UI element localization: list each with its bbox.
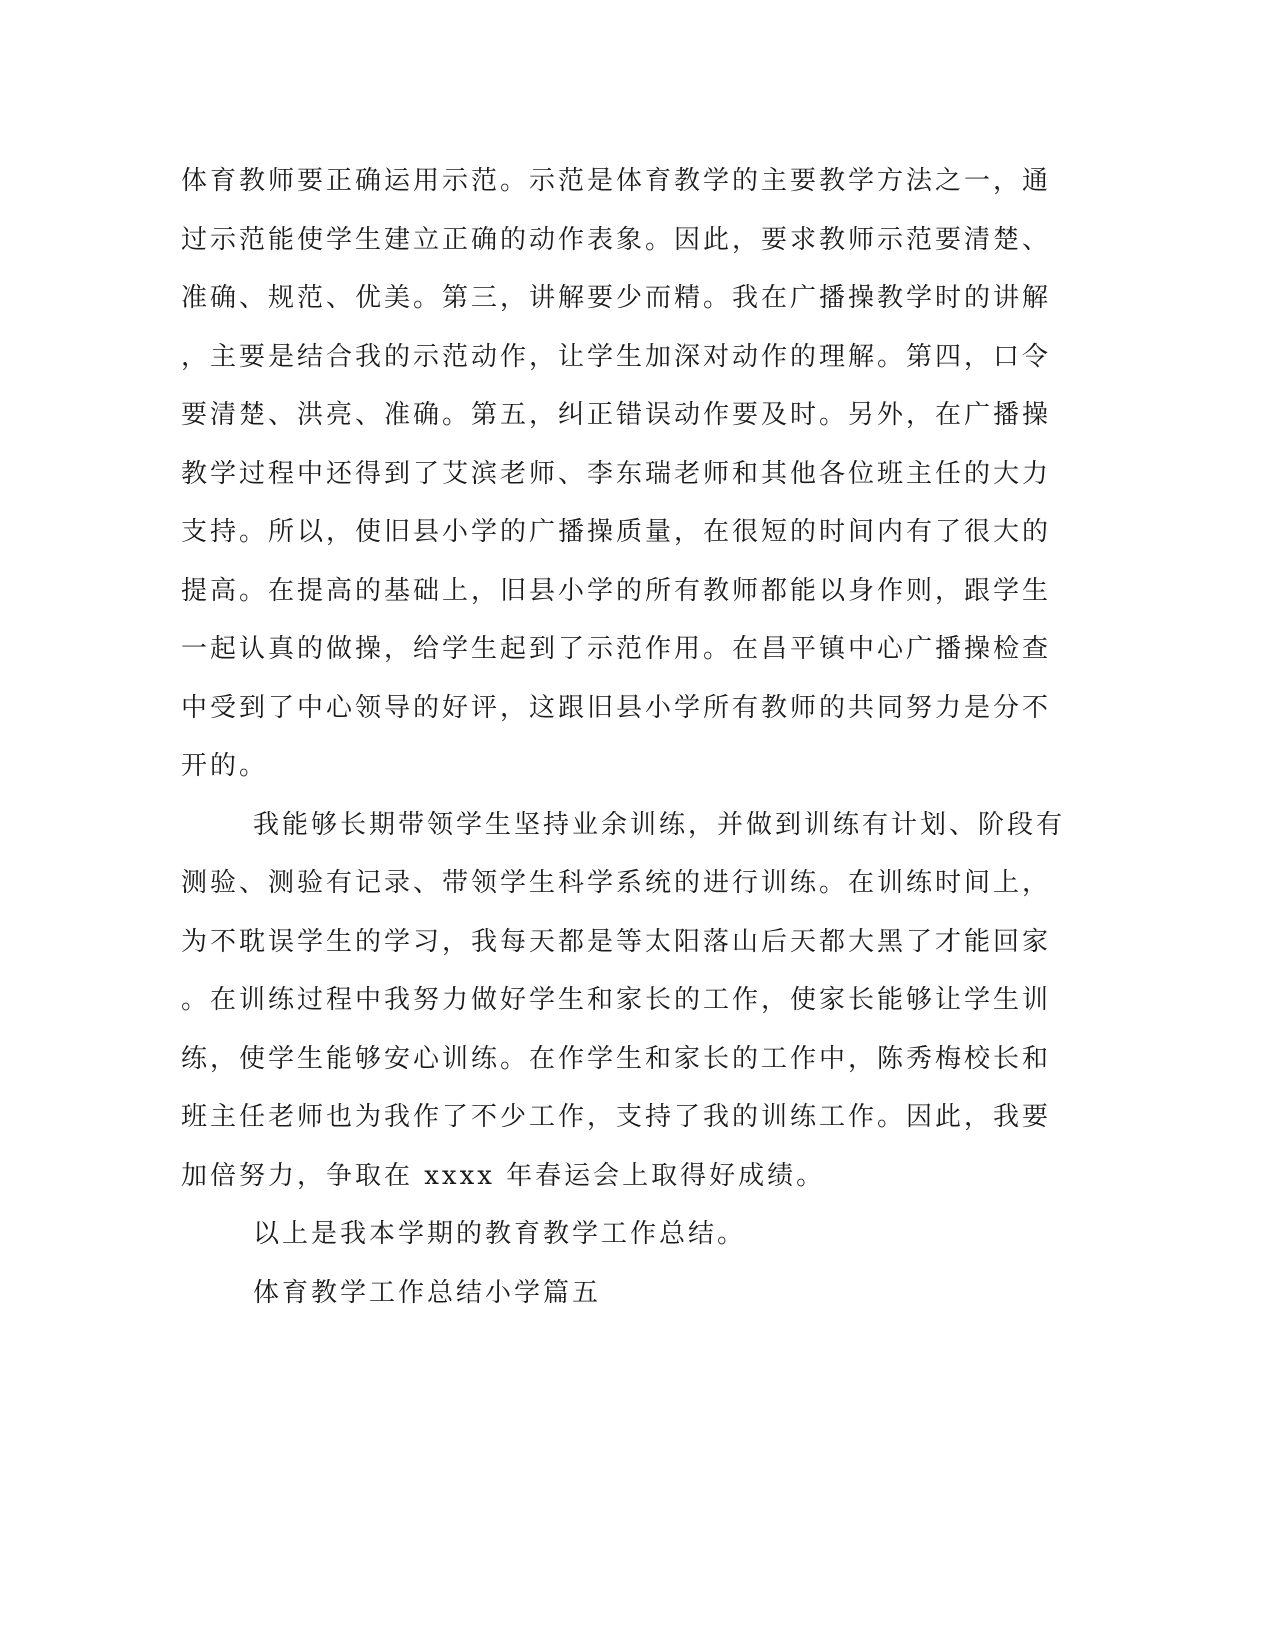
text-line: 。在训练过程中我努力做好学生和家长的工作，使家长能够让学生训 <box>181 985 1052 1015</box>
paragraph-2 <box>181 796 1066 1206</box>
text-line: 提高。在提高的基础上，旧县小学的所有教师都能以身作则，跟学生 <box>181 575 1052 606</box>
text-line: 准确、规范、优美。第三，讲解要少而精。我在广播操教学时的讲解 <box>181 283 1052 313</box>
text-line: 测验、测验有记录、带领学生科学系统的进行训练。在训练时间上， <box>181 868 1052 898</box>
paragraph-3 <box>181 1205 1041 1264</box>
text-line: 班主任老师也为我作了不少工作，支持了我的训练工作。因此，我要 <box>181 1102 1052 1132</box>
text-line: 一起认真的做操，给学生起到了示范作用。在昌平镇中心广播操检查 <box>181 634 1052 664</box>
heading-text: 体育教学工作总结小学篇五 <box>253 1277 602 1308</box>
text-line: 中受到了中心领导的好评，这跟旧县小学所有教师的共同努力是分不 <box>181 692 1052 723</box>
document-body <box>181 152 1066 1322</box>
text-line: 以上是我本学期的教育教学工作总结。 <box>253 1219 747 1249</box>
text-line: 过示范能使学生建立正确的动作表象。因此，要求教师示范要清楚、 <box>181 224 1052 255</box>
text-line: 我能够长期带领学生坚持业余训练，并做到训练有计划、阶段有 <box>253 809 1066 840</box>
text-line: 体育教师要正确运用示范。示范是体育教学的主要教学方法之一，通 <box>181 166 1052 196</box>
text-line: ，主要是结合我的示范动作，让学生加深对动作的理解。第四，口令 <box>181 341 1052 372</box>
section-heading <box>181 1264 1041 1323</box>
text-line: 开的。 <box>181 751 269 781</box>
text-line: 为不耽误学生的学习，我每天都是等太阳落山后天都大黑了才能回家 <box>181 926 1052 957</box>
paragraph-1 <box>181 152 1052 796</box>
text-line: 支持。所以，使旧县小学的广播操质量，在很短的时间内有了很大的 <box>181 517 1052 547</box>
text-line: 教学过程中还得到了艾滨老师、李东瑞老师和其他各位班主任的大力 <box>181 458 1052 489</box>
text-line: 加倍努力，争取在 xxxx 年春运会上取得好成绩。 <box>181 1160 826 1191</box>
text-line: 练，使学生能够安心训练。在作学生和家长的工作中，陈秀梅校长和 <box>181 1043 1052 1074</box>
text-line: 要清楚、洪亮、准确。第五，纠正错误动作要及时。另外，在广播操 <box>181 400 1052 430</box>
